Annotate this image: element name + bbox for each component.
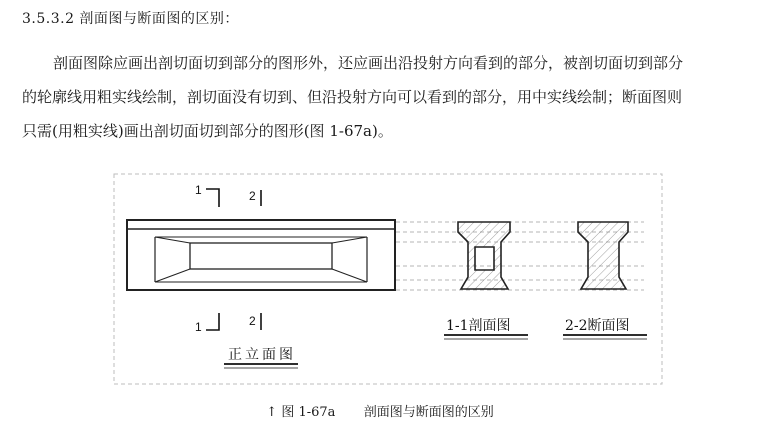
figure-frame — [114, 174, 662, 384]
paragraph-line: 只需(用粗实线)画出剖切面切到部分的图形(图 1-67a)。 — [22, 122, 393, 140]
section-1-1-label: 1-1剖面图 — [446, 318, 511, 334]
elevation-view — [127, 220, 395, 290]
section-1-1-drawing — [458, 222, 510, 289]
cutting-marks — [206, 189, 261, 330]
section-2-2-label: 2-2断面图 — [565, 318, 630, 334]
cut-mark-1-top: 1 — [195, 183, 202, 197]
caption-title: 剖面图与断面图的区别 — [363, 405, 494, 420]
cut-mark-1-bottom: 1 — [195, 320, 202, 334]
paragraph-line: 剖面图除应画出剖切面切到部分的图形外，还应画出沿投射方向看到的部分，被剖切面切到部分 — [53, 54, 684, 72]
paragraph-line: 的轮廓线用粗实线绘制，剖切面没有切到、但沿投射方向可以看到的部分，用中实线绘制；断面图则 — [22, 88, 683, 106]
figure-caption — [0, 401, 760, 420]
elevation-label: 正立面图 — [228, 347, 296, 363]
cut-mark-2-top: 2 — [249, 189, 256, 203]
caption-marker: ↑ — [266, 405, 278, 420]
section-heading: 3.5.3.2 剖面图与断面图的区别： — [22, 11, 239, 27]
cut-mark-2-bottom: 2 — [249, 314, 256, 328]
caption-number: 图 1-67a — [281, 405, 336, 420]
section-2-2-drawing — [578, 222, 628, 289]
